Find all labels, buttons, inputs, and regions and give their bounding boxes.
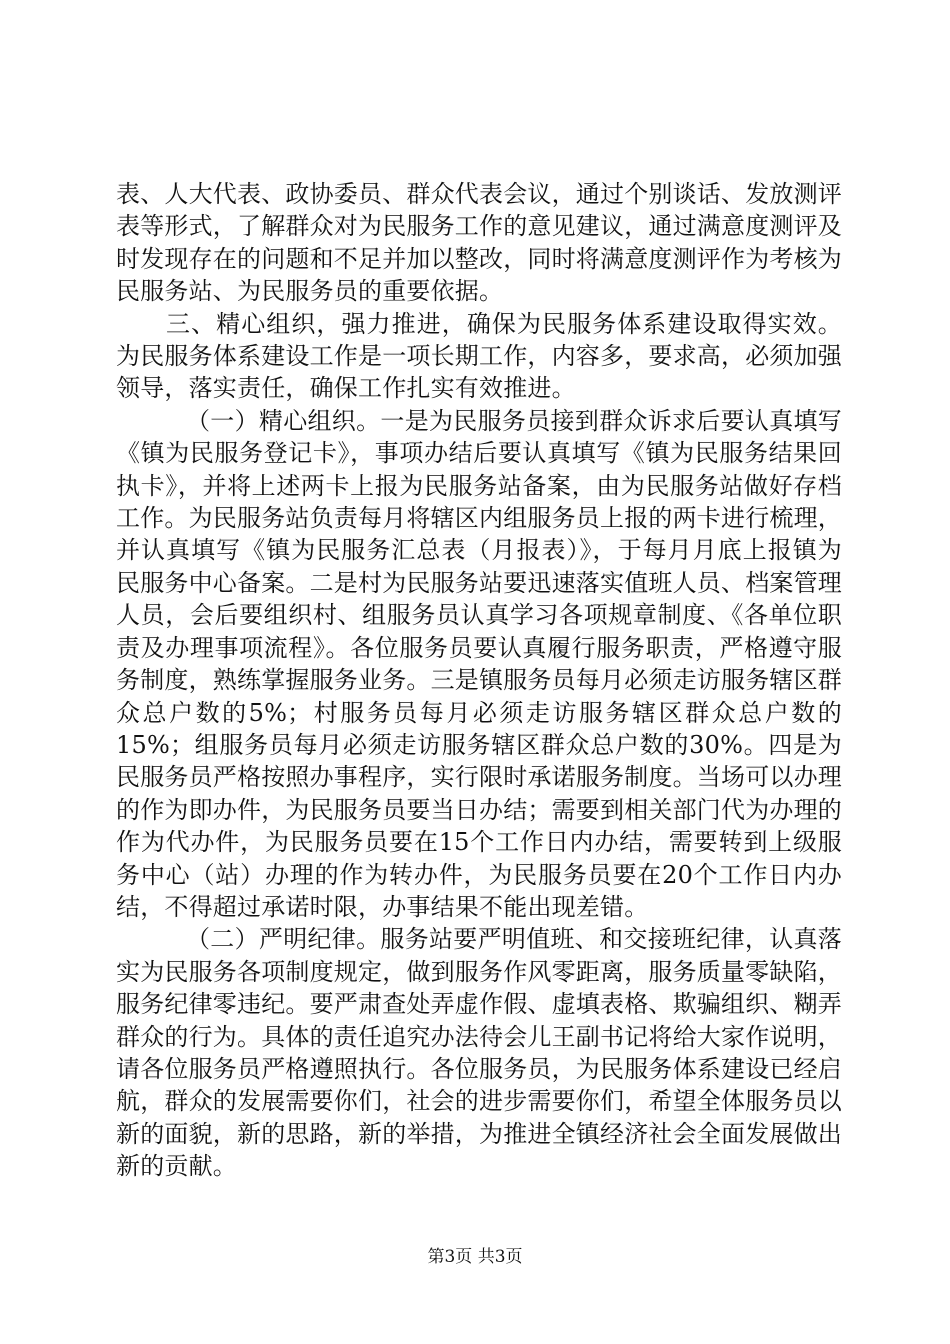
page-footer (0, 1247, 950, 1267)
paragraph-section-three: 三、精心组织，强力推进，确保为民服务体系建设取得实效。为民服务体系建设工作是一项长期工作，内容多，要求高，必须加强领导，落实责任，确保工作扎实有效推进。 (116, 309, 842, 403)
page-number: 第3页 共3页 (427, 1247, 523, 1267)
document-body (116, 178, 842, 1183)
paragraph-continuation: 表、人大代表、政协委员、群众代表会议，通过个别谈话、发放测评表等形式，了解群众对为民服务工作的意见建议，通过满意度测评及时发现存在的问题和不足并加以整改，同时将满意度测评作为考核为民服务站、为民服务员的重要依据。 (116, 180, 842, 306)
paragraph-item-one: （一）精心组织。一是为民服务员接到群众诉求后要认真填写《镇为民服务登记卡》，事项办结后要认真填写《镇为民服务结果回执卡》，并将上述两卡上报为民服务站备案，由为民服务站做好存档工作。为民服务站负责每月将辖区内组服务员上报的两卡进行梳理，并认真填写《镇为民服务汇总表（月报表）》，于每月月底上报镇为民服务中心备案。二是村为民服务站要迅速落实值班人员、档案管理人员，会后要组织村、组服务员认真学习各项规章制度、《各单位职责及办理事项流程》。各位服务员要认真履行服务职责，严格遵守服务制度，熟练掌握服务业务。三是镇服务员每月必须走访服务辖区群众总户数的5%；村服务员每月必须走访服务辖区群众总户数的15%；组服务员每月必须走访服务辖区群众总户数的30%。四是为民服务员严格按照办事程序，实行限时承诺服务制度。当场可以办理的作为即办件，为民服务员要当日办结；需要到相关部门代为办理的作为代办件，为民服务员要在15个工作日内办结，需要转到上级服务中心（站）办理的作为转办件，为民服务员要在20个工作日内办结，不得超过承诺时限，办事结果不能出现差错。 (116, 406, 842, 921)
paragraph-item-two: （二）严明纪律。服务站要严明值班、和交接班纪律，认真落实为民服务各项制度规定，做到服务作风零距离，服务质量零缺陷，服务纪律零违纪。要严肃查处弄虚作假、虚填表格、欺骗组织、糊弄群众的行为。具体的责任追究办法待会儿王副书记将给大家作说明，请各位服务员严格遵照执行。各位服务员，为民服务体系建设已经启航，群众的发展需要你们，社会的进步需要你们，希望全体服务员以新的面貌，新的思路，新的举措，为推进全镇经济社会全面发展做出新的贡献。 (116, 925, 842, 1181)
